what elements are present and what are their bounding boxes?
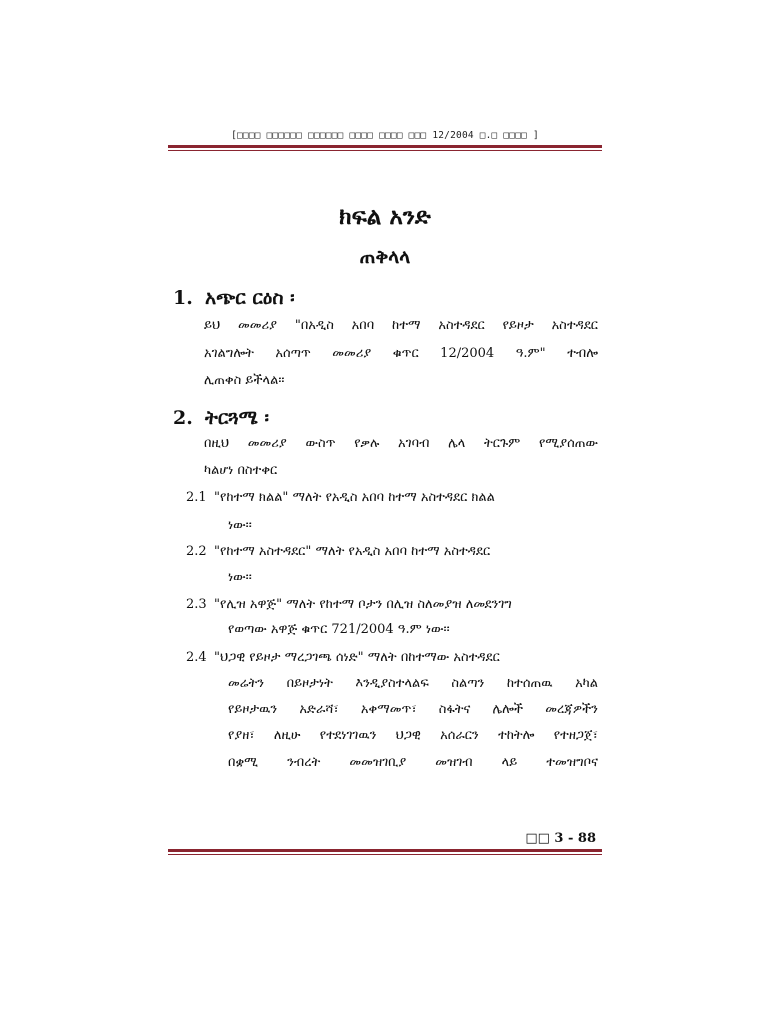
definition-2-4-line-3: የይዞታዉን አድራሻ፣ አቀማመጥ፣ ስፋትና ሌሎች መረጃዎችን (228, 702, 598, 717)
definition-2-2 (186, 544, 598, 559)
header-rule-thick (168, 145, 602, 148)
definition-2-4-line-5: በቋሚ ንብረት መመዝገቢያ መዝገብ ላይ ተመዝግቦና (228, 755, 598, 770)
footer-rule-thick (168, 849, 602, 852)
definition-2-1-line-1: "የከተማ ክልል" ማለት የአዲስ አበባ ከተማ አስተዳደር ክልል (214, 490, 495, 505)
definition-2-4-number: 2.4 (186, 650, 207, 665)
definition-2-2-number: 2.2 (186, 544, 207, 559)
definition-2-3-line-2: የወጣው አዋጅ ቁጥር 721/2004 ዓ.ም ነው፡፡ (228, 622, 450, 637)
section-1-line-3: ሊጠቀስ ይችላል፡፡ (204, 373, 285, 388)
definition-2-1-line-2: ነው፡፡ (228, 518, 252, 533)
definition-2-3-number: 2.3 (186, 597, 207, 612)
section-2-line-1: በዚህ መመሪያ ውስጥ የቃሉ አገባብ ሌላ ትርጉም የሚያሰጠው (204, 436, 598, 451)
definition-2-1-number: 2.1 (186, 490, 207, 505)
header-rule (168, 145, 602, 151)
part-subtitle: ጠቅላላ (359, 246, 411, 268)
definition-2-4-line-4: የያዘ፣ ለዚሁ የተደነገገዉን ህጋዊ አሰራርን ተከትሎ የተዘጋጀ፣ (228, 728, 598, 743)
definition-2-2-line-1: "የከተማ አስተዳደር" ማለት የአዲስ አበባ ከተማ አስተዳደር (214, 544, 491, 559)
section-2-heading (173, 407, 269, 429)
footer-rule (168, 849, 602, 855)
section-2-number: 2. (173, 407, 193, 429)
section-1-title: አጭር ርዕስ ፡ (205, 287, 295, 309)
part-title: ክፍል አንድ (339, 203, 431, 230)
definition-2-1 (186, 490, 598, 505)
section-1-number: 1. (173, 287, 193, 309)
footer-rule-thin (168, 854, 602, 855)
section-1-line-2: አገልግሎት አሰጣጥ መመሪያ ቁጥር 12/2004 ዓ.ም" ተብሎ (204, 346, 598, 361)
section-1-heading (173, 287, 295, 309)
header-rule-thin (168, 150, 602, 151)
definition-2-4 (186, 650, 598, 665)
running-header: [□□□□ □□□□□□ □□□□□□ □□□□ □□□□ □□□ 12/2004 □.□ □□□□ ] (231, 130, 539, 141)
definition-2-4-line-2: መሬትን በይዞታነት እንዲያስተላልፍ ስልጣን ከተሰጠዉ አካል (228, 676, 598, 691)
definition-2-3-line-1: "የሊዝ አዋጅ" ማለት የከተማ ቦታን በሊዝ ስለመያዝ ለመደንገግ (214, 597, 512, 612)
definition-2-4-line-1: "ህጋዊ የይዞታ ማረጋገጫ ሰነድ" ማለት በከተማው አስተዳደር (214, 650, 500, 665)
definition-2-3 (186, 597, 598, 612)
section-2-title: ትርጓሜ ፡ (205, 407, 269, 429)
section-2-line-2: ካልሆነ በስተቀር (204, 463, 278, 478)
section-1-line-1: ይህ መመሪያ "በአዲስ አበባ ከተማ አስተዳደር የይዞታ አስተዳደር (204, 318, 598, 333)
page-number: □□ 3 - 88 (525, 831, 596, 846)
definition-2-2-line-2: ነው፡፡ (228, 570, 252, 585)
